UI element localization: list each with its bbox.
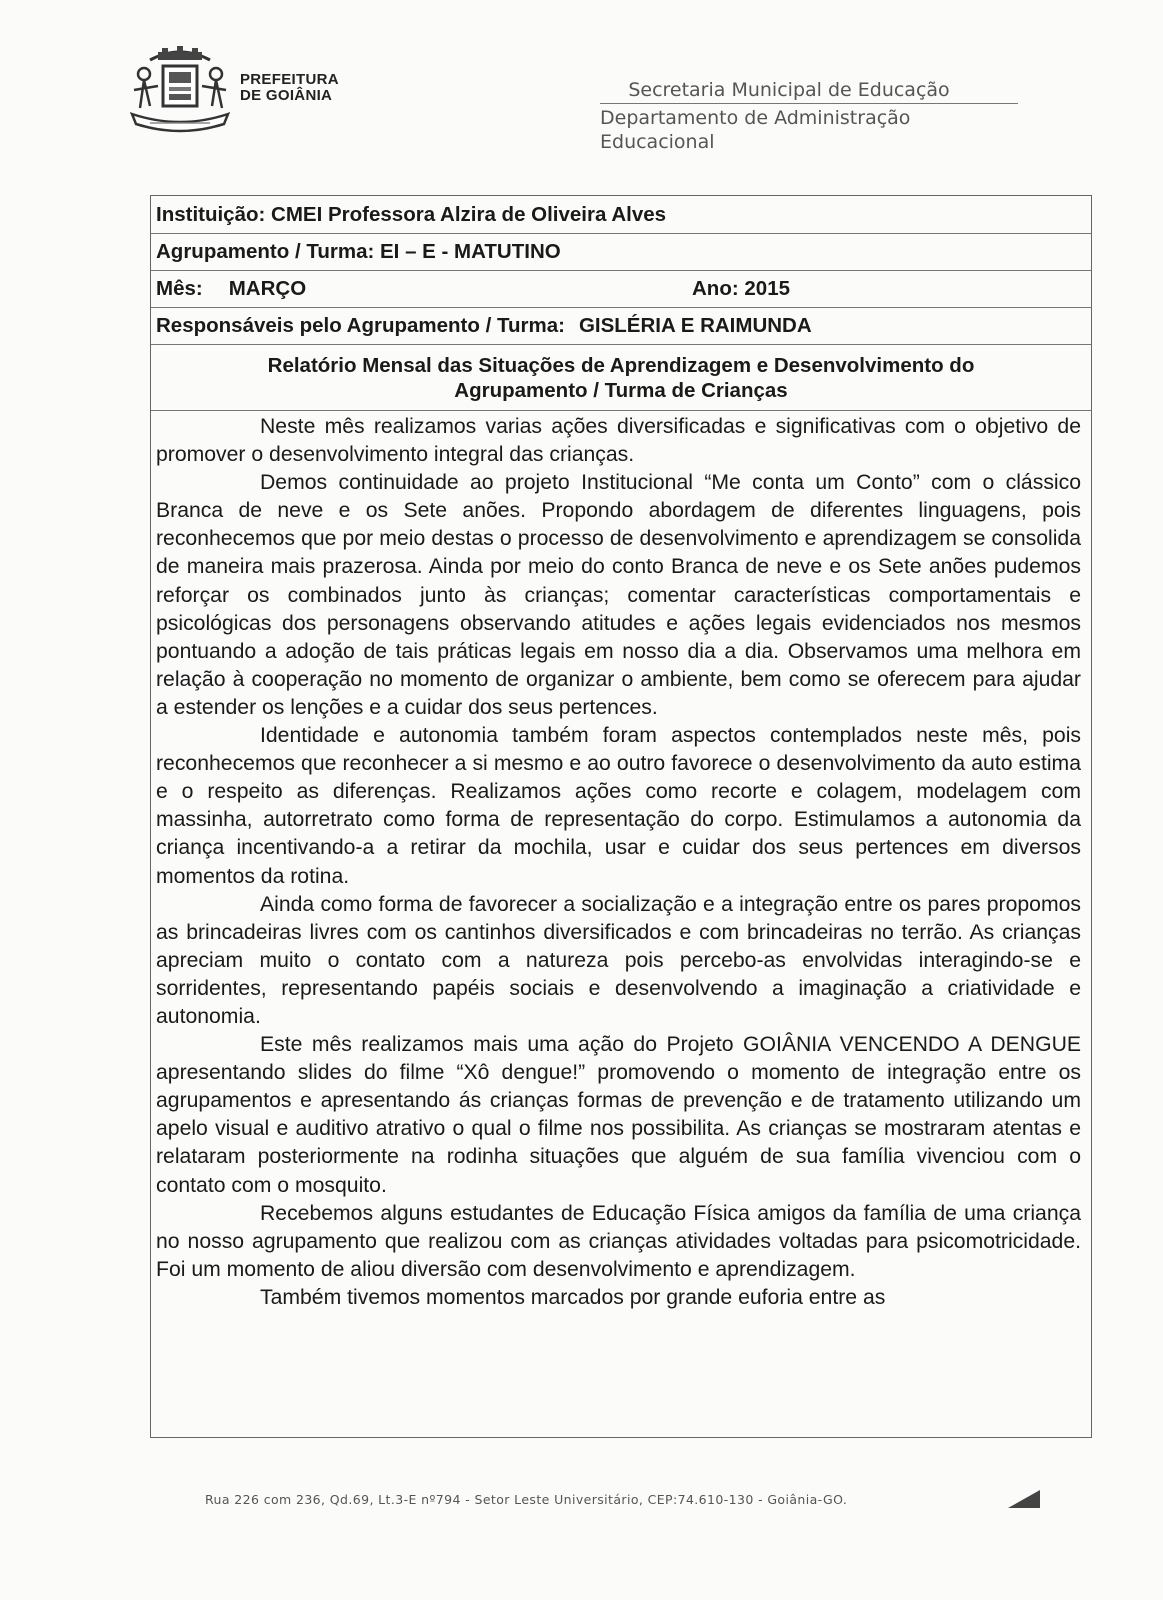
mes-label: Mês: [156,277,203,300]
logo-line-2: DE GOIÂNIA [240,87,333,104]
department-header [600,78,1018,154]
agrupamento-label: Agrupamento / Turma: [156,240,375,263]
ano-field [692,277,790,301]
corner-triangle-icon [1008,1490,1040,1508]
departamento-title: Departamento de Administração Educacional [600,107,911,153]
paragraph: Neste mês realizamos varias ações diversificadas e significativas com o objetivo de promover o desenvolvimento integral das crianças. [156,415,1081,467]
logo-text [240,72,339,104]
instituicao-label: Instituição: [156,202,266,226]
report-body [151,411,1091,1312]
prefeitura-coat-of-arms-icon [128,46,233,134]
paragraph: Também tivemos momentos marcados por grande euforia entre as [260,1285,886,1309]
paragraph: Recebemos alguns estudantes de Educação Física amigos da família de uma criança no nosso agrupamento que realizou com as crianças atividades voltadas para psicomotricidade. Foi um momento de aliou diversão com desenvolvimento e aprendizagem. [156,1201,1081,1281]
responsaveis-label: Responsáveis pelo Agrupamento / Turma: [156,314,565,337]
ano-value: 2015 [744,277,790,300]
report-form [150,195,1092,1438]
mes-value: MARÇO [228,277,307,300]
paragraph: Ainda como forma de favorecer a socialização e a integração entre os pares propomos as brincadeiras livres com os cantinhos diversificados e com brincadeiras no terrão. As crianças apreciam muito o contato com a natureza pois percebo-as envolvidas interagindo-se e sorridentes, representando papéis sociais e desenvolvendo a imaginação a criatividade e autonomia. [156,892,1081,1028]
logo-line-1: PREFEITURA [240,71,339,88]
secretaria-title: Secretaria Municipal de Educação [628,79,950,101]
instituicao-row [151,196,1091,234]
agrupamento-row [151,234,1091,271]
footer-address: Rua 226 com 236, Qd.69, Lt.3-E nº794 - Setor Leste Universitário, CEP:74.610-130 - Goiânia-GO. [205,1492,848,1507]
paragraph: Demos continuidade ao projeto Institucional “Me conta um Conto” com o clássico Branca de neve e os Sete anões. Propondo abordagem de diferentes linguagens, pois reconhecemos que por meio destas o processo de desenvolvimento e aprendizagem se consolida de maneira mais prazerosa. Ainda por meio do conto Branca de neve e os Sete anões pudemos reforçar os combinados junto às crianças; comentar características comportamentais e psicológicas dos personagens observando atitudes e ações legais evidenciados nos mesmos pontuando a adoção de tais práticas legais em nosso dia a dia. Observamos uma melhora em relação à cooperação no momento de organizar o ambiente, bem como se oferecem para ajudar a estender os lenções e a cuidar dos seus pertences. [156,471,1081,719]
paragraph: Este mês realizamos mais uma ação do Projeto GOIÂNIA VENCENDO A DENGUE apresentando slides do filme “Xô dengue!” promovendo o momento de integração entre os agrupamentos e apresentando ás crianças formas de prevenção e de tratamento utilizando um apelo visual e auditivo atrativo o qual o filme nos possibilita. As crianças se mostraram atentas e relataram posteriormente na rodinha situações que alguém de sua família vivenciou com o contato com o mosquito. [156,1033,1081,1197]
ano-label: Ano: [692,277,739,300]
mes-ano-row [151,271,1091,308]
report-title-line-2: Agrupamento / Turma de Crianças [454,378,788,402]
agrupamento-value: EI – E - MATUTINO [380,240,561,263]
responsaveis-value: GISLÉRIA E RAIMUNDA [578,314,812,337]
report-title-line-1: Relatório Mensal das Situações de Aprendizagem e Desenvolvimento do [267,353,975,377]
header-divider [600,103,1018,104]
responsaveis-row [151,308,1091,345]
instituicao-value: CMEI Professora Alzira de Oliveira Alves [271,202,667,226]
report-title [151,345,1091,411]
paragraph: Identidade e autonomia também foram aspectos contemplados neste mês, pois reconhecemos que reconhecer a si mesmo e ao outro favorece o desenvolvimento da auto estima e o respeito as diferenças. Realizamos ações como recorte e colagem, modelagem com massinha, autorretrato como forma de representação do corpo. Estimulamos a autonomia da criança incentivando-a a retirar da mochila, usar e cuidar dos seus pertences em diversos momentos da rotina. [156,724,1081,888]
